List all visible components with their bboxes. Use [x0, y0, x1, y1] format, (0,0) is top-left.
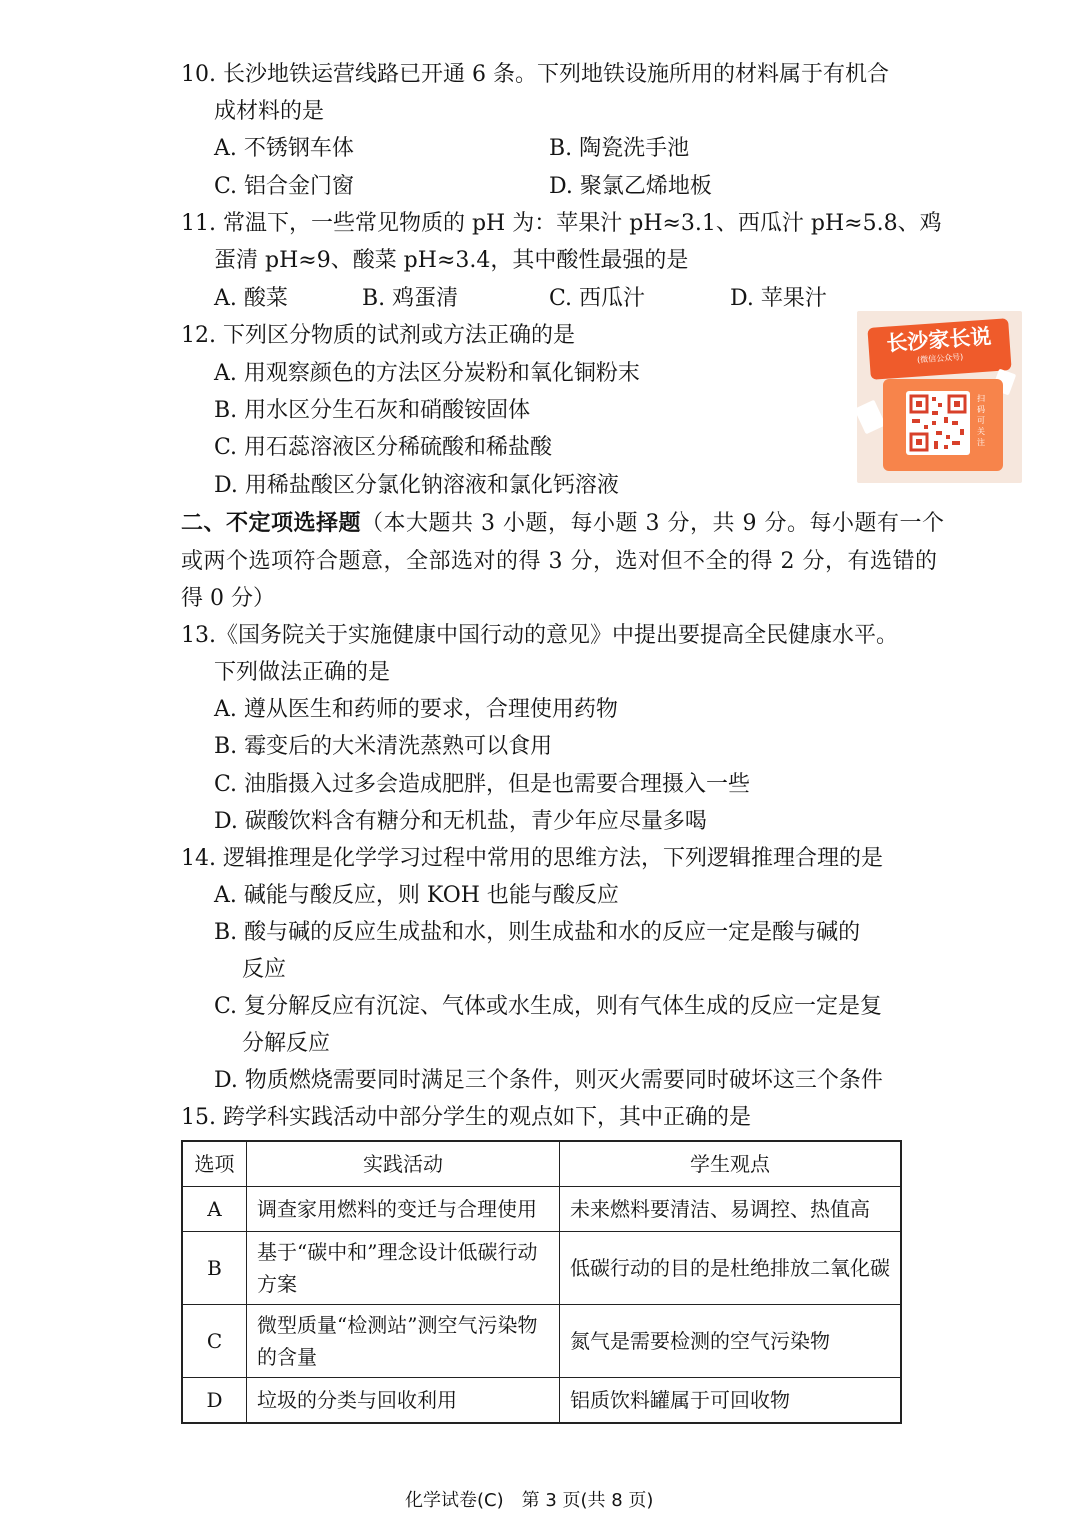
- q13-option-d: D. 碳酸饮料含有糖分和无机盐，青少年应尽量多喝: [214, 809, 707, 834]
- row-activity: 微型质量“检测站”测空气污染物的含量: [247, 1305, 560, 1378]
- q10-stem-line2: 成材料的是: [214, 99, 325, 124]
- q11-option-a: A. 酸菜: [214, 286, 288, 311]
- q11-stem-line1: 11. 常温下，一些常见物质的 pH 为：苹果汁 pH≈3.1、西瓜汁 pH≈5.8、鸡: [181, 211, 942, 236]
- table-header-row: [182, 1141, 901, 1187]
- section2-line2: 或两个选项符合题意，全部选对的得 3 分，选对但不全的得 2 分，有选错的: [181, 549, 938, 574]
- row-option: C: [182, 1305, 247, 1378]
- q10-option-a: A. 不锈钢车体: [214, 136, 354, 161]
- row-option: A: [182, 1187, 247, 1232]
- page-footer: 化学试卷(C) 第 3 页(共 8 页): [405, 1490, 654, 1511]
- row-view: 低碳行动的目的是杜绝排放二氧化碳: [560, 1232, 902, 1305]
- paper-icon: [857, 400, 886, 435]
- header-option: 选项: [182, 1141, 247, 1187]
- q11-option-d: D. 苹果汁: [730, 286, 827, 311]
- q12-stem: 12. 下列区分物质的试剂或方法正确的是: [181, 323, 575, 348]
- table-row: [182, 1187, 901, 1232]
- q10-option-c: C. 铝合金门窗: [214, 174, 355, 199]
- section2-instructions: （本大题共 3 小题，每小题 3 分，共 9 分。每小题有一个: [361, 511, 945, 536]
- q10-option-b: B. 陶瓷洗手池: [549, 136, 690, 161]
- section2-line3: 得 0 分）: [181, 586, 275, 611]
- q11-stem-line2: 蛋清 pH≈9、酸菜 pH≈3.4，其中酸性最强的是: [214, 248, 689, 273]
- header-view: 学生观点: [560, 1141, 902, 1187]
- row-option: D: [182, 1378, 247, 1424]
- header-activity: 实践活动: [247, 1141, 560, 1187]
- badge-subtitle: (微信公众号): [916, 352, 964, 365]
- row-option: B: [182, 1232, 247, 1305]
- row-view: 未来燃料要清洁、易调控、热值高: [560, 1187, 902, 1232]
- table-row: [182, 1378, 901, 1424]
- q14-option-d: D. 物质燃烧需要同时满足三个条件，则灭火需要同时破坏这三个条件: [214, 1068, 883, 1093]
- q13-option-b: B. 霉变后的大米清洗蒸熟可以食用: [214, 734, 553, 759]
- row-activity: 基于“碳中和”理念设计低碳行动方案: [247, 1232, 560, 1305]
- table-row: [182, 1232, 901, 1305]
- q11-option-b: B. 鸡蛋清: [362, 286, 459, 311]
- q15-stem: 15. 跨学科实践活动中部分学生的观点如下，其中正确的是: [181, 1105, 751, 1130]
- section2-title: 二、不定项选择题: [181, 510, 362, 536]
- q12-option-c: C. 用石蕊溶液区分稀硫酸和稀盐酸: [214, 435, 553, 460]
- q11-option-c: C. 西瓜汁: [549, 286, 646, 311]
- q13-option-a: A. 遵从医生和药师的要求，合理使用药物: [214, 697, 618, 722]
- row-activity: 调查家用燃料的变迁与合理使用: [247, 1187, 560, 1232]
- q14-option-a: A. 碱能与酸反应，则 KOH 也能与酸反应: [214, 883, 619, 908]
- row-activity: 垃圾的分类与回收利用: [247, 1378, 560, 1424]
- badge-banner: [867, 318, 1011, 380]
- q14-stem: 14. 逻辑推理是化学学习过程中常用的思维方法，下列逻辑推理合理的是: [181, 846, 883, 871]
- q12-option-d: D. 用稀盐酸区分氯化钠溶液和氯化钙溶液: [214, 473, 619, 498]
- row-view: 氮气是需要检测的空气污染物: [560, 1305, 902, 1378]
- q14-option-c-line2: 分解反应: [242, 1031, 331, 1056]
- q13-stem-line1: 13.《国务院关于实施健康中国行动的意见》中提出要提高全民健康水平。: [181, 623, 898, 648]
- qr-code-icon: [906, 391, 970, 455]
- q15-table: [181, 1140, 902, 1424]
- badge-scan-text: 扫码可关注: [977, 394, 985, 447]
- q14-option-b-line2: 反应: [242, 957, 287, 982]
- table-row: [182, 1305, 901, 1378]
- row-view: 铝质饮料罐属于可回收物: [560, 1378, 902, 1424]
- q14-option-c-line1: C. 复分解反应有沉淀、气体或水生成，则有气体生成的反应一定是复: [214, 994, 883, 1019]
- q10-stem-line1: 10. 长沙地铁运营线路已开通 6 条。下列地铁设施所用的材料属于有机合: [181, 62, 889, 87]
- q13-stem-line2: 下列做法正确的是: [214, 660, 391, 685]
- q14-option-b-line1: B. 酸与碱的反应生成盐和水，则生成盐和水的反应一定是酸与碱的: [214, 920, 861, 945]
- wechat-badge: [857, 311, 1022, 483]
- section2-line1: [181, 505, 944, 542]
- q12-option-a: A. 用观察颜色的方法区分炭粉和氧化铜粉末: [214, 361, 640, 386]
- q12-option-b: B. 用水区分生石灰和硝酸铵固体: [214, 398, 531, 423]
- q10-option-d: D. 聚氯乙烯地板: [549, 174, 712, 199]
- q13-option-c: C. 油脂摄入过多会造成肥胖，但是也需要合理摄入一些: [214, 772, 751, 797]
- badge-title: 长沙家长说: [885, 324, 993, 356]
